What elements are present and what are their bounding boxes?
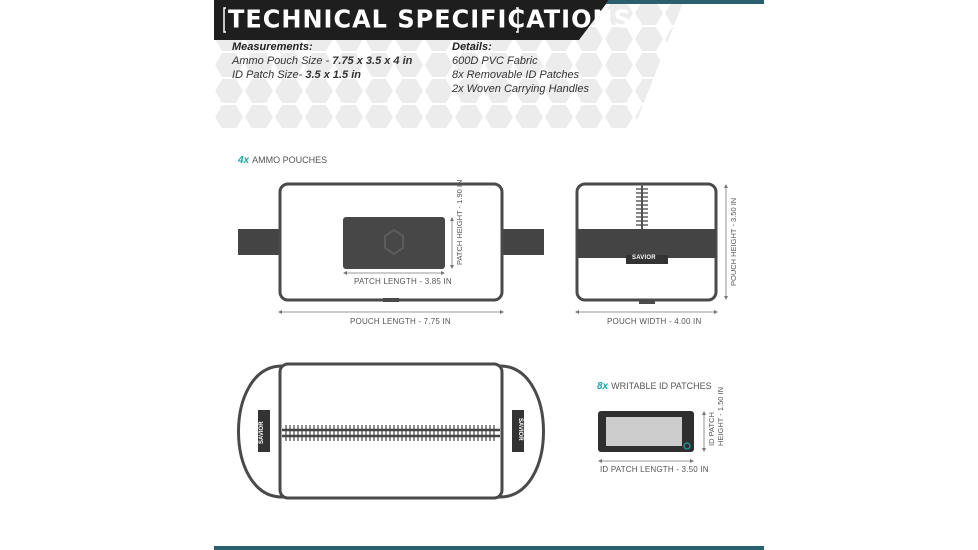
id-patch-view — [598, 411, 704, 461]
pouch-side-view — [577, 184, 726, 312]
ammo-pouches-qty: 4x — [238, 155, 250, 166]
id-patches-text: WRITABLE ID PATCHES — [611, 381, 712, 391]
id-patch-writable-area — [606, 417, 682, 446]
side-strap — [577, 229, 716, 258]
pouch-length-label: POUCH LENGTH - 7.75 IN — [350, 317, 451, 326]
side-brand-text: SAVIOR — [632, 255, 656, 261]
id-patches-label — [597, 381, 712, 392]
page-title: TECHNICAL SPECIFICATIONS — [228, 4, 632, 34]
detail-line: 600D PVC Fabric — [452, 55, 538, 67]
pouch-width-label: POUCH WIDTH - 4.00 IN — [607, 317, 702, 326]
id-patch-length-label: ID PATCH LENGTH - 3.50 IN — [600, 465, 709, 474]
right-strap — [500, 229, 544, 255]
patch-size-value: 3.5 x 1.5 in — [305, 69, 362, 81]
detail-line: 2x Woven Carrying Handles — [452, 83, 589, 95]
left-strap — [238, 229, 282, 255]
ammo-pouches-text: AMMO POUCHES — [252, 155, 328, 165]
detail-line: 8x Removable ID Patches — [452, 69, 580, 81]
footer-bar — [214, 546, 764, 550]
front-patch — [343, 217, 445, 269]
id-patches-qty: 8x — [597, 381, 609, 392]
left-brand-text: SAVIOR — [259, 421, 265, 444]
pouch-height-label: POUCH HEIGHT - 3.50 IN — [729, 197, 738, 286]
details-heading: Details: — [452, 41, 492, 53]
ammo-size-value: 7.75 x 3.5 x 4 in — [332, 55, 413, 67]
id-patch-height-line-1: ID PATCH — [707, 412, 716, 446]
id-patch-height-label — [707, 387, 725, 446]
patch-size-prefix: ID Patch Size- — [232, 69, 306, 81]
pouch-top-view — [239, 364, 544, 498]
measurements-heading: Measurements: — [232, 41, 313, 53]
right-brand-text: SAVIOR — [517, 418, 523, 441]
ammo-size-prefix: Ammo Pouch Size - — [232, 55, 333, 67]
id-patch-height-line-2: HEIGHT - 1.50 IN — [716, 386, 725, 446]
pouch-front-view — [238, 184, 544, 312]
patch-length-label: PATCH LENGTH - 3.85 IN — [354, 277, 452, 286]
spec-sheet — [214, 0, 764, 550]
patch-height-label: PATCH HEIGHT - 1.90 IN — [455, 179, 464, 265]
